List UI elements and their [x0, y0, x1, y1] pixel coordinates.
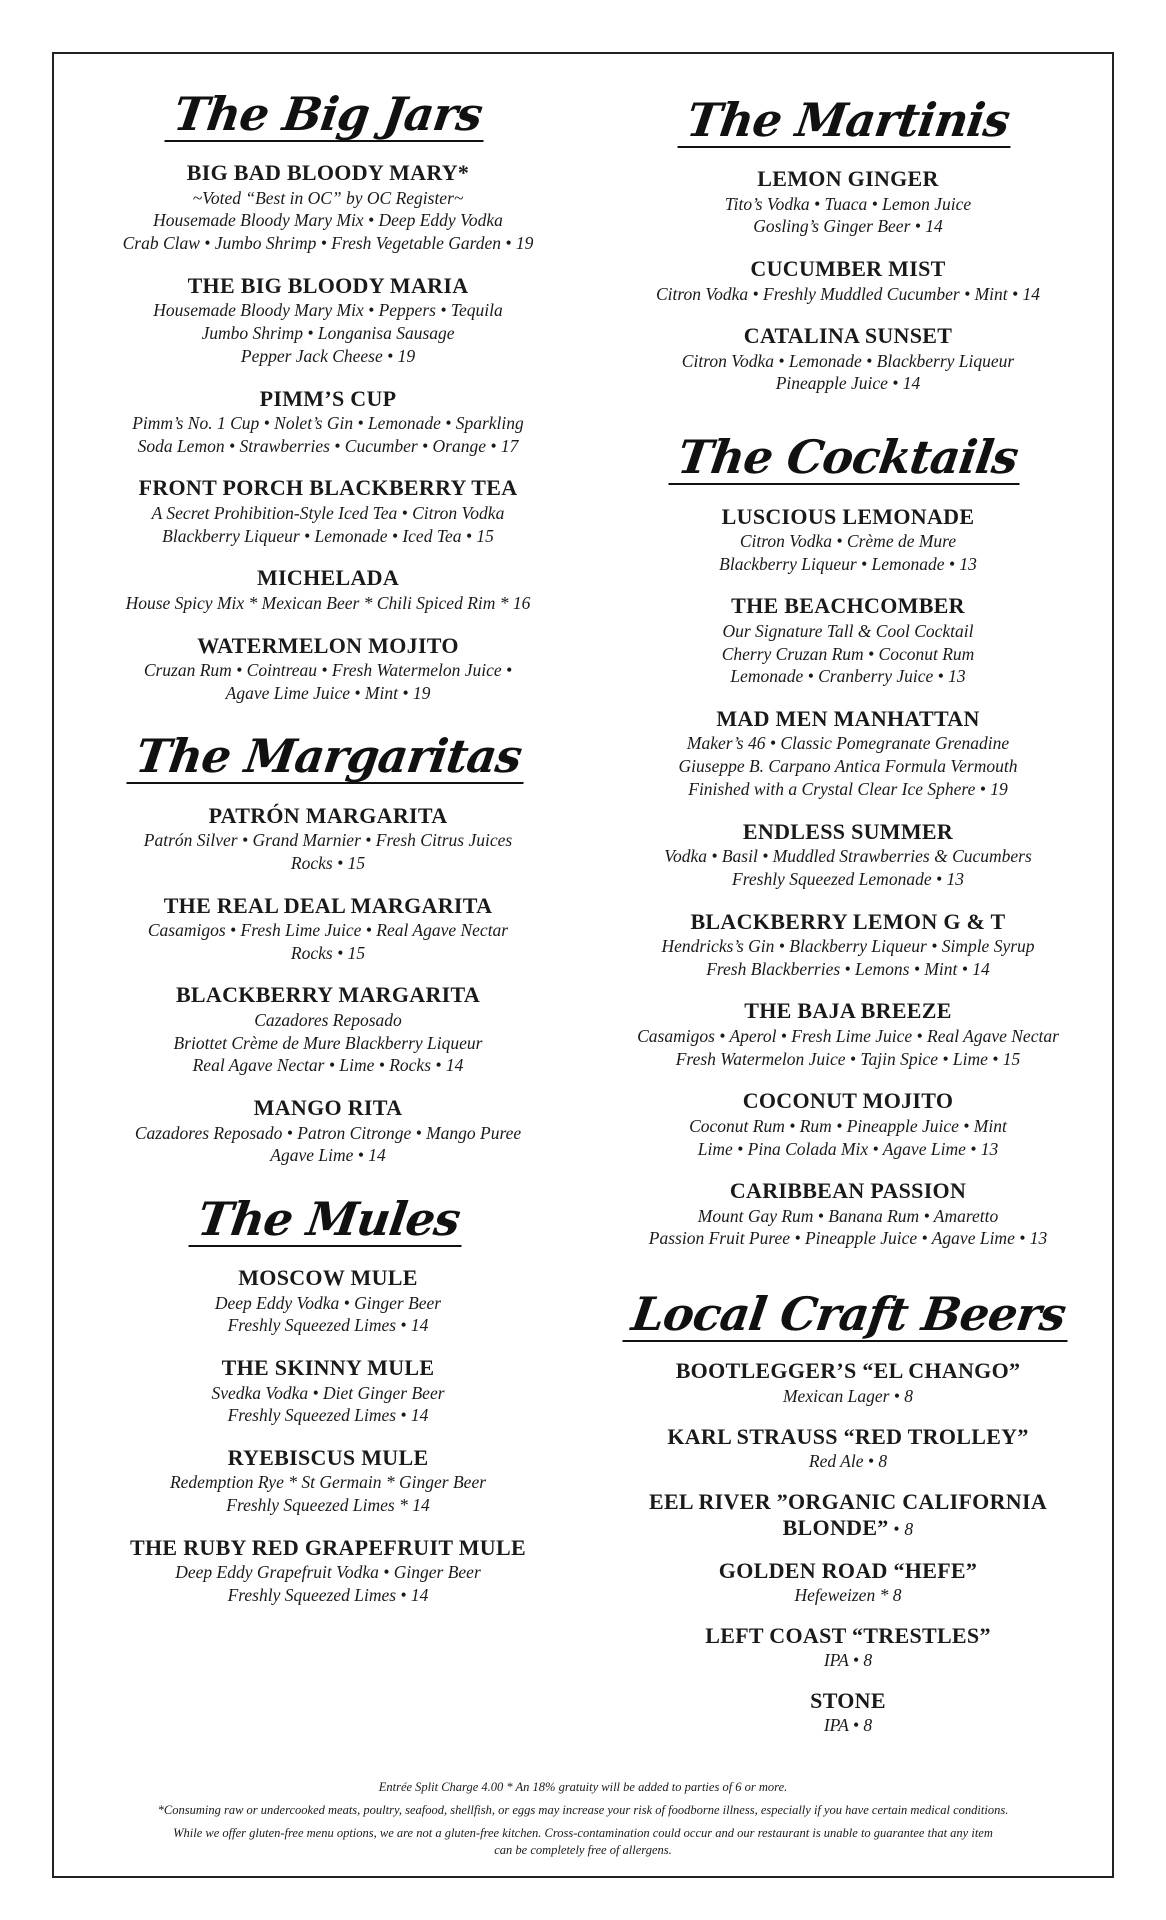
- menu-item-name: THE RUBY RED GRAPEFRUIT MULE: [130, 1534, 526, 1560]
- menu-item-description-line: Maker’s 46 • Classic Pomegranate Grenadine: [686, 733, 1010, 754]
- menu-item-name: BOOTLEGGER’S “EL CHANGO”: [675, 1358, 1021, 1384]
- section-mules: [72, 1192, 584, 1607]
- menu-item-name: GOLDEN ROAD “HEFE”: [718, 1557, 978, 1583]
- menu-item: [588, 593, 1108, 688]
- menu-item-name: MAD MEN MANHATTAN: [716, 706, 980, 732]
- menu-item-description: [72, 1122, 584, 1168]
- menu-item-description-line: Pimm’s No. 1 Cup • Nolet’s Gin • Lemonade • Sparkling: [132, 412, 524, 433]
- menu-item-description: [588, 1584, 1108, 1607]
- menu-item-name: CARIBBEAN PASSION: [729, 1178, 967, 1204]
- menu-item-name: BLACKBERRY LEMON G & T: [690, 908, 1006, 934]
- menu-item: [588, 1358, 1108, 1407]
- menu-item-description: [588, 193, 1108, 239]
- menu-item-name: MICHELADA: [256, 565, 400, 591]
- menu-item-name: MANGO RITA: [253, 1095, 403, 1121]
- menu-item-description-line: Red Ale • 8: [808, 1450, 888, 1471]
- menu-item-description: [72, 187, 584, 255]
- menu-item: [72, 1535, 584, 1607]
- section-title: The Mules: [188, 1195, 468, 1247]
- menu-item-description-line: Tito’s Vodka • Tuaca • Lemon Juice: [724, 193, 972, 214]
- menu-item: [588, 1558, 1108, 1607]
- menu-item-description-line: Citron Vodka • Freshly Muddled Cucumber • Mint • 14: [655, 283, 1041, 304]
- menu-item-description-line: Housemade Bloody Mary Mix • Peppers • Tequila: [153, 300, 503, 321]
- menu-item-name: FRONT PORCH BLACKBERRY TEA: [138, 475, 518, 501]
- menu-item-description-line: Patrón Silver • Grand Marnier • Fresh Citrus Juices: [143, 830, 513, 851]
- section-title: The Big Jars: [165, 90, 492, 142]
- menu-item-description-line: Passion Fruit Puree • Pineapple Juice • Agave Lime • 13: [648, 1228, 1048, 1249]
- menu-item-description-line: Mount Gay Rum • Banana Rum • Amaretto: [697, 1205, 999, 1226]
- menu-item-description-line: Freshly Squeezed Limes • 14: [227, 1405, 429, 1426]
- menu-item-description-line: Hefeweizen * 8: [794, 1584, 902, 1605]
- menu-item: [588, 166, 1108, 238]
- menu-item-description: [588, 845, 1108, 891]
- menu-item-description: [588, 283, 1108, 306]
- menu-item-description-line: Finished with a Crystal Clear Ice Sphere • 19: [688, 778, 1008, 799]
- menu-item-description-line: Hendricks’s Gin • Blackberry Liqueur • Simple Syrup: [661, 935, 1035, 956]
- menu-item-name: CUCUMBER MIST: [750, 256, 946, 282]
- menu-item-description: [72, 659, 584, 705]
- menu-item-description-line: ~Voted “Best in OC” by OC Register~: [192, 187, 464, 208]
- menu-item: [72, 475, 584, 547]
- menu-item-description: [72, 829, 584, 875]
- menu-item: [588, 1178, 1108, 1250]
- menu-item-name: PATRÓN MARGARITA: [208, 802, 448, 828]
- menu-item-description: [72, 502, 584, 548]
- menu-item: [588, 1623, 1108, 1672]
- menu-item-description-line: Lime • Pina Colada Mix • Agave Lime • 13: [697, 1138, 999, 1159]
- menu-item-description: [588, 350, 1108, 396]
- menu-item-description: [72, 1292, 584, 1338]
- menu-item-description-line: Housemade Bloody Mary Mix • Deep Eddy Vodka: [153, 210, 503, 231]
- menu-item: [72, 273, 584, 368]
- menu-item-description-line: Citron Vodka • Lemonade • Blackberry Liqueur: [681, 350, 1015, 371]
- section-title: The Cocktails: [669, 433, 1027, 485]
- menu-item-name: THE SKINNY MULE: [221, 1355, 435, 1381]
- menu-footer: [54, 1779, 1112, 1859]
- menu-item-name: THE BEACHCOMBER: [731, 593, 965, 619]
- menu-item-description-line: Coconut Rum • Rum • Pineapple Juice • Mint: [689, 1115, 1007, 1136]
- menu-item-description-line: Fresh Watermelon Juice • Tajin Spice • Lime • 15: [675, 1048, 1021, 1069]
- menu-item-description-line: Deep Eddy Vodka • Ginger Beer: [214, 1292, 442, 1313]
- menu-item-description-line: IPA • 8: [823, 1715, 873, 1736]
- menu-item-description-line: Rocks • 15: [290, 852, 366, 873]
- menu-item-description-line: Redemption Rye * St Germain * Ginger Beer: [169, 1472, 487, 1493]
- menu-item-name: WATERMELON MOJITO: [197, 632, 459, 658]
- menu-item-description-line: Lemonade • Cranberry Juice • 13: [730, 666, 966, 687]
- menu-item-description-line: Deep Eddy Grapefruit Vodka • Ginger Beer: [175, 1562, 481, 1583]
- menu-item: [588, 909, 1108, 981]
- menu-frame: [52, 52, 1114, 1878]
- menu-item-description: [588, 1025, 1108, 1071]
- section-title: Local Craft Beers: [622, 1290, 1074, 1342]
- menu-item-description-line: Giuseppe B. Carpano Antica Formula Vermouth: [678, 756, 1018, 777]
- section-beers: [588, 1287, 1108, 1737]
- menu-item-description: [588, 1450, 1108, 1473]
- menu-item-description: [72, 1471, 584, 1517]
- menu-item-description-line: Casamigos • Fresh Lime Juice • Real Agave Nectar: [147, 919, 509, 940]
- menu-item-name: LUSCIOUS LEMONADE: [721, 503, 975, 529]
- menu-item-description: [588, 530, 1108, 576]
- menu-item: [588, 504, 1108, 576]
- menu-item: [72, 1265, 584, 1337]
- menu-item-name: LEFT COAST “TRESTLES”: [705, 1622, 991, 1648]
- menu-item-description-line: Blackberry Liqueur • Lemonade • Iced Tea • 15: [162, 525, 494, 546]
- menu-item-description: [588, 1649, 1108, 1672]
- menu-item-name: THE BIG BLOODY MARIA: [187, 272, 469, 298]
- menu-item-description: [72, 1382, 584, 1428]
- section-margaritas: [72, 729, 584, 1167]
- menu-item-description-line: Pepper Jack Cheese • 19: [240, 345, 416, 366]
- footer-gluten-disclaimer: [54, 1825, 1112, 1859]
- menu-item-name: THE REAL DEAL MARGARITA: [163, 892, 493, 918]
- menu-item-description: [72, 592, 584, 615]
- menu-item-description-line: Cruzan Rum • Cointreau • Fresh Watermelon Juice •: [143, 659, 513, 680]
- section-title: The Martinis: [678, 96, 1019, 148]
- menu-item: [72, 893, 584, 965]
- menu-item: [72, 982, 584, 1077]
- menu-item-description-line: Gosling’s Ginger Beer • 14: [753, 216, 943, 237]
- menu-item-description-line: Briottet Crème de Mure Blackberry Liqueur: [173, 1032, 483, 1053]
- footer-consumer-advisory: *Consuming raw or undercooked meats, poultry, seafood, shellfish, or eggs may increase your risk of foodborne illness, especially if you have certain medical conditions.: [157, 1802, 1009, 1817]
- menu-item-description-line: Freshly Squeezed Limes • 14: [227, 1585, 429, 1606]
- section-title: The Margaritas: [126, 732, 530, 784]
- footer-split-charge: Entrée Split Charge 4.00 * An 18% gratuity will be added to parties of 6 or more.: [378, 1780, 788, 1794]
- menu-item-description-line: Freshly Squeezed Limes • 14: [227, 1315, 429, 1336]
- menu-item-description: [588, 620, 1108, 688]
- menu-item: [72, 565, 584, 614]
- menu-item-description-line: Pineapple Juice • 14: [775, 373, 921, 394]
- menu-item: [72, 1445, 584, 1517]
- menu-item-name: CATALINA SUNSET: [743, 323, 953, 349]
- menu-item-description: [588, 1714, 1108, 1737]
- menu-item-description: [72, 1561, 584, 1607]
- menu-item-description-line: Svedka Vodka • Diet Ginger Beer: [211, 1382, 445, 1403]
- menu-item-description-line: Mexican Lager • 8: [782, 1385, 914, 1406]
- menu-item-description-line: Blackberry Liqueur • Lemonade • 13: [719, 553, 977, 574]
- menu-item-name: COCONUT MOJITO: [742, 1088, 954, 1114]
- menu-item-description-line: Our Signature Tall & Cool Cocktail: [722, 620, 974, 641]
- menu-item-description-line: Soda Lemon • Strawberries • Cucumber • Orange • 17: [137, 435, 519, 456]
- menu-item-description: [72, 299, 584, 367]
- menu-item-name: BIG BAD BLOODY MARY*: [186, 160, 470, 186]
- menu-item-description: [588, 732, 1108, 800]
- menu-item-name: BLACKBERRY MARGARITA: [175, 982, 481, 1008]
- menu-item-description: [72, 1009, 584, 1077]
- menu-item-description-line: Real Agave Nectar • Lime • Rocks • 14: [192, 1055, 464, 1076]
- menu-item-description-line: Crab Claw • Jumbo Shrimp • Fresh Vegetable Garden • 19: [122, 233, 534, 254]
- menu-item-description-line: Citron Vodka • Crème de Mure: [739, 530, 957, 551]
- right-column: [588, 54, 1108, 1755]
- footer-gluten-line-2: can be completely free of allergens.: [494, 1842, 672, 1857]
- menu-item-description-line: IPA • 8: [823, 1650, 873, 1671]
- menu-item-description-line: Cherry Cruzan Rum • Coconut Rum: [721, 643, 975, 664]
- menu-item-name: ENDLESS SUMMER: [742, 818, 954, 844]
- menu-item: [588, 1688, 1108, 1737]
- menu-item-description-line: Freshly Squeezed Lemonade • 13: [732, 868, 964, 889]
- menu-item-name: RYEBISCUS MULE: [227, 1445, 429, 1471]
- section-big-jars: [72, 87, 584, 704]
- menu-item-description-line: Jumbo Shrimp • Longanisa Sausage: [201, 323, 455, 344]
- menu-item-name: THE BAJA BREEZE: [744, 998, 952, 1024]
- menu-item-description-line: Cazadores Reposado • Patron Citronge • Mango Puree: [134, 1122, 522, 1143]
- menu-item: [72, 1355, 584, 1427]
- footer-gluten-line-1: While we offer gluten-free menu options, we are not a gluten-free kitchen. Cross-contamination could occur and our restaurant is unable to guarantee that any item: [173, 1825, 993, 1840]
- menu-item-description-line: Agave Lime • 14: [270, 1145, 386, 1166]
- menu-item: [72, 160, 584, 255]
- menu-item-description-line: A Secret Prohibition-Style Iced Tea • Citron Vodka: [151, 502, 505, 523]
- menu-item-description: [588, 1385, 1108, 1408]
- left-column: [72, 54, 584, 1625]
- menu-item: [588, 1424, 1108, 1473]
- menu-item: [72, 803, 584, 875]
- menu-item-price-inline: • 8: [888, 1519, 914, 1540]
- menu-item-description-line: Casamigos • Aperol • Fresh Lime Juice • Real Agave Nectar: [637, 1025, 1059, 1046]
- menu-item: [588, 1088, 1108, 1160]
- menu-item-name: STONE: [810, 1687, 886, 1713]
- menu-item: [72, 1095, 584, 1167]
- menu-item: [588, 706, 1108, 801]
- menu-item-description: [588, 1205, 1108, 1251]
- menu-item-name: LEMON GINGER: [757, 166, 939, 192]
- menu-item: [588, 819, 1108, 891]
- menu-item-name-line-2: BLONDE”: [782, 1515, 889, 1541]
- menu-item: [588, 998, 1108, 1070]
- menu-item: [588, 1489, 1108, 1542]
- menu-item-description-line: Freshly Squeezed Limes * 14: [226, 1495, 430, 1516]
- menu-item-name: MOSCOW MULE: [238, 1265, 418, 1291]
- menu-item-description: [72, 919, 584, 965]
- menu-item-description: [588, 1115, 1108, 1161]
- menu-item-name: EEL RIVER ”ORGANIC CALIFORNIA: [648, 1488, 1048, 1514]
- menu-item-name: KARL STRAUSS “RED TROLLEY”: [667, 1423, 1029, 1449]
- menu-item-description-line: Agave Lime Juice • Mint • 19: [225, 682, 431, 703]
- menu-item-name-continued: [588, 1515, 1108, 1541]
- menu-item-description-line: Vodka • Basil • Muddled Strawberries & Cucumbers: [664, 846, 1032, 867]
- menu-item-name: PIMM’S CUP: [259, 385, 397, 411]
- menu-item-description-line: House Spicy Mix * Mexican Beer * Chili Spiced Rim * 16: [125, 592, 531, 613]
- menu-item: [588, 323, 1108, 395]
- menu-item: [72, 633, 584, 705]
- section-cocktails: [588, 430, 1108, 1250]
- section-martinis: [588, 93, 1108, 395]
- menu-item-description-line: Cazadores Reposado: [254, 1009, 402, 1030]
- menu-item: [588, 256, 1108, 305]
- menu-item-description-line: Fresh Blackberries • Lemons • Mint • 14: [706, 958, 990, 979]
- menu-item-description: [72, 412, 584, 458]
- menu-item-description: [588, 935, 1108, 981]
- menu-item: [72, 386, 584, 458]
- menu-item-description-line: Rocks • 15: [290, 942, 366, 963]
